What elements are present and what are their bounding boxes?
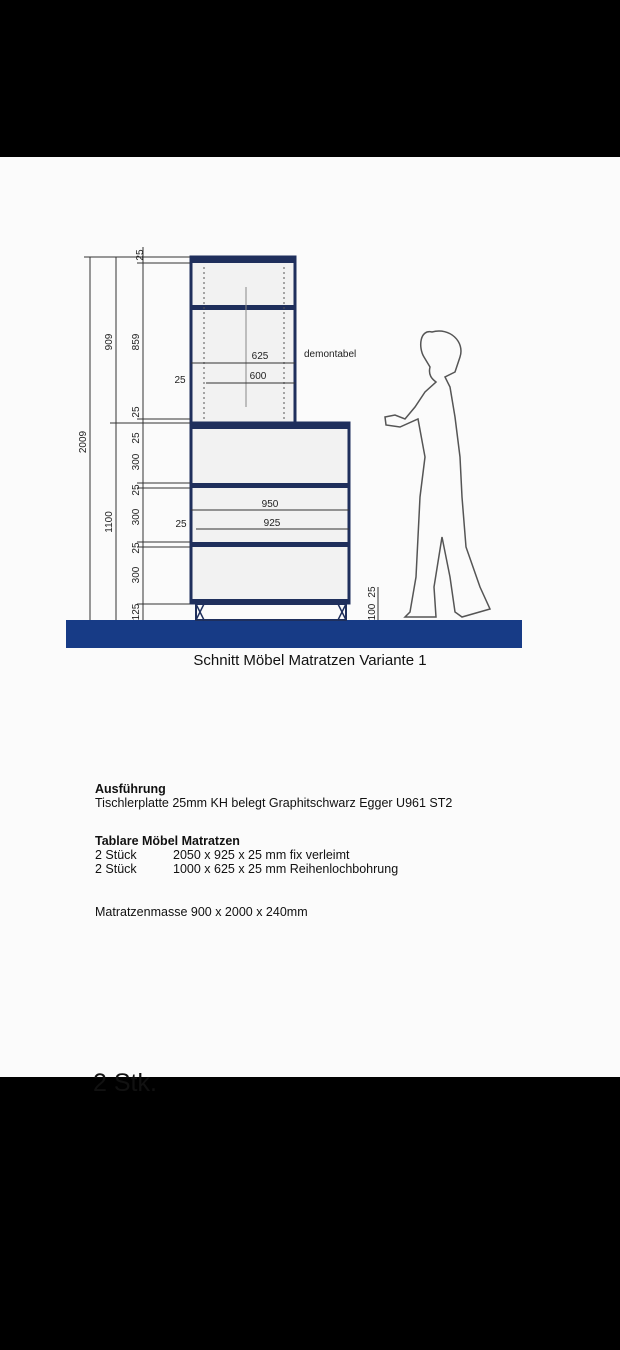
dim-upper-depth: 625 [251, 351, 269, 362]
execution-block [95, 782, 452, 810]
lower-shelf-1 [191, 483, 349, 488]
shelf-desc: 1000 x 625 x 25 mm Reihenlochbohrung [173, 862, 399, 876]
removable-note: demontabel [304, 349, 357, 360]
floor [66, 620, 522, 648]
document-page [0, 157, 620, 1097]
dim-left-8: 25 [131, 542, 142, 554]
lower-cabinet [191, 423, 349, 603]
upper-cabinet [191, 257, 295, 423]
dim-lower-offset: 25 [175, 519, 187, 530]
dim-upper-depth-inner: 600 [249, 371, 267, 382]
furniture-section-diagram [0, 157, 620, 657]
dim-left-4: 25 [131, 432, 142, 444]
shelf-desc: 2050 x 925 x 25 mm fix verleimt [173, 848, 350, 862]
mattress-size: Matratzenmasse 900 x 2000 x 240mm [95, 905, 308, 919]
shelves-heading: Tablare Möbel Matratzen [95, 834, 240, 848]
dim-left-10: 125 [131, 603, 142, 621]
diagram-caption: Schnitt Möbel Matratzen Variante 1 [193, 652, 427, 669]
dim-lower-height: 1100 [104, 511, 115, 533]
dim-left-6: 25 [131, 484, 142, 496]
dim-left-7: 300 [131, 508, 142, 526]
upper-top-shelf [191, 257, 295, 263]
person-silhouette [385, 331, 490, 617]
dim-upper-offset: 25 [174, 375, 186, 386]
lower-top-board [191, 423, 349, 429]
dim-lower-depth-inner: 925 [263, 518, 281, 529]
execution-text: Tischlerplatte 25mm KH belegt Graphitschwarz Egger U961 ST2 [95, 796, 453, 810]
shelf-qty: 2 Stück [95, 848, 137, 862]
shelf-row [95, 848, 398, 862]
dim-left-2: 859 [131, 333, 142, 351]
dim-plinth-top: 25 [367, 586, 378, 598]
plinth [196, 604, 346, 620]
dim-plinth-height: 100 [367, 603, 378, 621]
piece-count: 2 Stk. [93, 1069, 157, 1097]
dim-left-3: 25 [131, 406, 142, 418]
dim-left-1: 909 [104, 333, 115, 351]
dim-left-9: 300 [131, 566, 142, 584]
dim-lower-depth: 950 [261, 499, 279, 510]
shelves-block [95, 834, 398, 876]
shelf-qty: 2 Stück [95, 862, 137, 876]
dim-left-5: 300 [131, 453, 142, 471]
dim-left-0: 25 [135, 249, 146, 261]
shelf-row [95, 862, 398, 876]
execution-heading: Ausführung [95, 782, 166, 796]
lower-shelf-2 [191, 542, 349, 547]
dim-total-height: 2009 [78, 430, 89, 454]
upper-mid-shelf [191, 305, 295, 310]
